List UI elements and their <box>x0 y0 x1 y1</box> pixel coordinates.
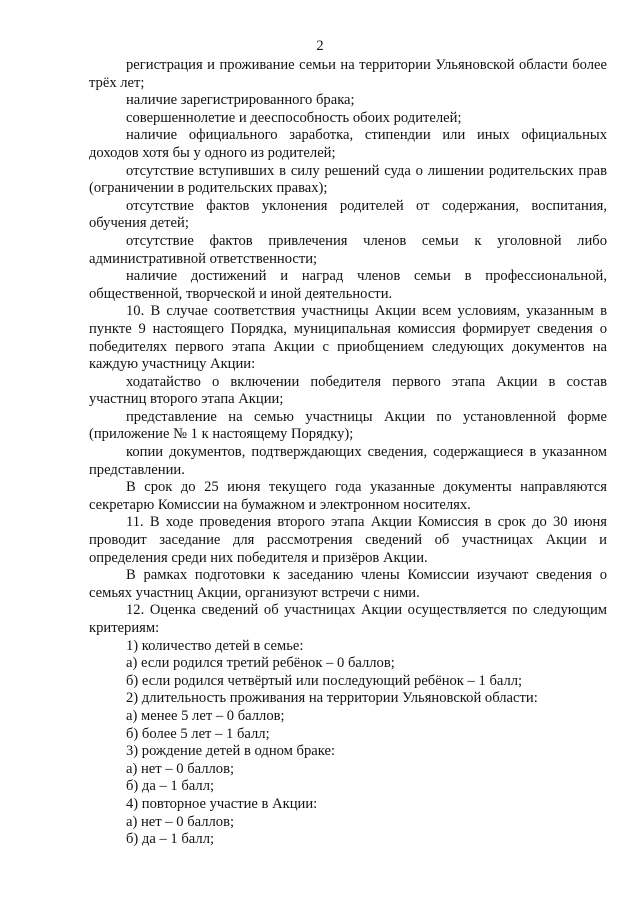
criterion-1-heading: 1) количество детей в семье: <box>126 637 304 654</box>
paragraph-adulthood: совершеннолетие и дееспособность обоих родителей; <box>126 109 462 126</box>
page-number: 2 <box>316 38 324 54</box>
criterion-3-option-b: б) да – 1 балл; <box>126 778 215 795</box>
paragraph-achievements: наличие достижений и наград членов семьи в профессиональной, общественной, творческой и иной деятельности. <box>89 268 607 302</box>
criterion-2-heading: 2) длительность проживания на территории Ульяновской области: <box>126 690 538 707</box>
paragraph-clause-11: 11. В ходе проведения второго этапа Акции Комиссия в срок до 30 июня проводит заседание для рассмотрения сведений об участницах Акции и определения среди них победителя и призёров Акции. <box>89 514 607 566</box>
paragraph-petition: ходатайство о включении победителя первого этапа Акции в состав участниц второго этапа Акции; <box>89 373 607 408</box>
paragraph-residence: регистрация и проживание семьи на территории Ульяновской области более трёх лет; <box>89 57 607 91</box>
criterion-4-heading: 4) повторное участие в Акции: <box>126 795 318 812</box>
paragraph-clause-12: 12. Оценка сведений об участницах Акции осуществляется по следующим критериям: <box>89 602 607 636</box>
paragraph-court-decisions: отсутствие вступивших в силу решений суда о лишении родительских прав (ограничении в родительских правах); <box>89 162 607 197</box>
criterion-2-option-a: а) менее 5 лет – 0 баллов; <box>126 707 285 724</box>
document-body <box>89 57 607 849</box>
criterion-4-option-b: б) да – 1 балл; <box>126 831 215 848</box>
criterion-2-option-b: б) более 5 лет – 1 балл; <box>126 725 270 742</box>
paragraph-copies: копии документов, подтверждающих сведения, содержащиеся в указанном представлении. <box>89 444 607 478</box>
paragraph-liability: отсутствие фактов привлечения членов семьи к уголовной либо административной ответственности; <box>89 232 607 267</box>
paragraph-representation: представление на семью участницы Акции по установленной форме (приложение № 1 к настоящему Порядку); <box>89 408 607 443</box>
criterion-4-option-a: а) нет – 0 баллов; <box>126 813 235 830</box>
paragraph-deadline: В срок до 25 июня текущего года указанные документы направляются секретарю Комиссии на бумажном и электронном носителях. <box>89 479 607 513</box>
paragraph-clause-10: 10. В случае соответствия участницы Акции всем условиям, указанным в пункте 9 настоящего Порядка, муниципальная комиссия формирует сведения о победителях первого этапа Акции с приобщением следующих документов на каждую участницу Акции: <box>89 303 607 373</box>
criterion-3-option-a: а) нет – 0 баллов; <box>126 760 235 777</box>
paragraph-marriage: наличие зарегистрированного брака; <box>126 92 355 109</box>
criterion-1-option-a: а) если родился третий ребёнок – 0 баллов; <box>126 655 395 672</box>
paragraph-income: наличие официального заработка, стипендии или иных официальных доходов хотя бы у одного из родителей; <box>89 127 607 161</box>
criterion-1-option-b: б) если родился четвёртый или последующий ребёнок – 1 балл; <box>126 672 523 689</box>
criterion-3-heading: 3) рождение детей в одном браке: <box>126 743 335 760</box>
paragraph-preparation: В рамках подготовки к заседанию члены Комиссии изучают сведения о семьях участниц Акции, организуют встречи с ними. <box>89 567 607 601</box>
paragraph-evasion: отсутствие фактов уклонения родителей от содержания, воспитания, обучения детей; <box>89 197 607 232</box>
